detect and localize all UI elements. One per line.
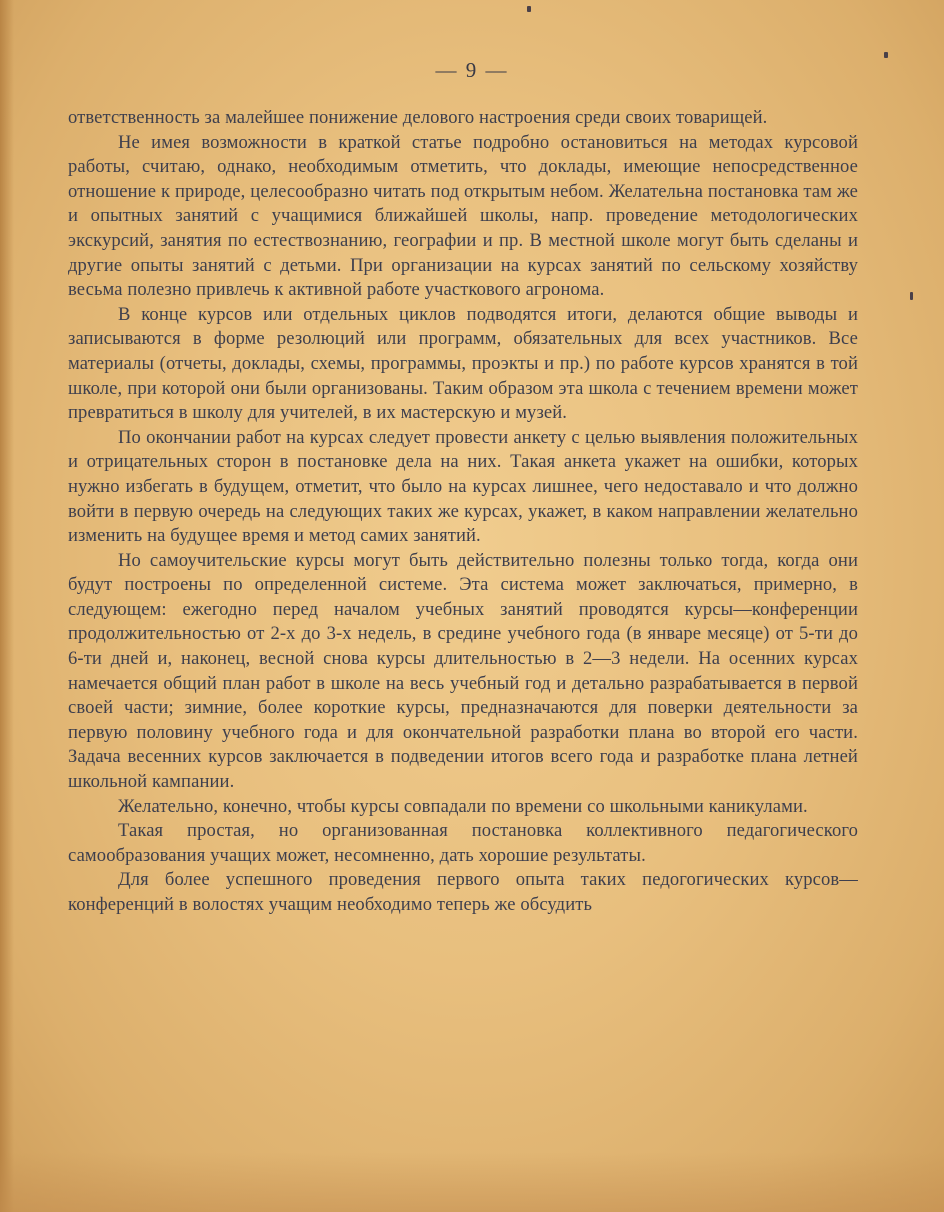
paragraph: Но самоучительские курсы могут быть действительно полезны только тогда, когда они будут построены по определенной системе. Эта система может заключаться, примерно, в следующем: ежегодно перед началом учебных занятий проводятся курсы—конференции продолжительностью от 2-х до 3-х недель, в средине учебного года (в январе месяце) от 5-ти до 6-ти дней и, наконец, весной снова курсы длительностью в 2—3 недели. На осенних курсах намечается общий план работ в школе на весь учебный год и детально разрабатывается в первой своей части; зимние, более короткие курсы, предназначаются для поверки деятельности за первую половину учебного года и для окончательной разработки плана во второй его части. Задача весенних курсов заключается в подведении итогов всего года и разработке плана летней школьной кампании.	[68, 549, 858, 793]
paragraph: В конце курсов или отдельных циклов подводятся итоги, делаются общие выводы и записываются в форме резолюций или программ, обязательных для всех участников. Все материалы (отчеты, доклады, схемы, программы, проэкты и пр.) по работе курсов хранятся в той школе, при которой они были организованы. Таким образом эта школа с течением времени может превратиться в школу для учителей, в их мастерскую и музей.	[68, 303, 858, 424]
paragraph: ответственность за малейшее понижение делового настроения среди своих товарищей.	[68, 107, 768, 128]
paragraph: По окончании работ на курсах следует провести анкету с целью выявления положительных и отрицательных сторон в постановке дела на них. Такая анкета укажет на ошибки, которых нужно избегать в будущем, отметит, что было на курсах лишнее, чего недоставало и что должно войти в первую очередь на следующих таких же курсах, укажет, в каком направлении желательно изменить на будущее время и метод самих занятий.	[68, 426, 858, 547]
body-text	[68, 106, 858, 918]
page-edge-shadow	[0, 0, 14, 1212]
paragraph: Желательно, конечно, чтобы курсы совпадали по времени со школьными каникулами.	[118, 795, 808, 817]
ink-speck	[910, 292, 913, 300]
page-bottom-stain	[0, 1152, 944, 1212]
ink-speck	[527, 6, 531, 12]
paragraph: Для более успешного проведения первого опыта таких педогогических курсов—конференций в волостях учащим необходимо теперь же обсудить	[68, 869, 858, 915]
page-number: — 9 —	[435, 58, 509, 82]
paragraph: Не имея возможности в краткой статье подробно остановиться на методах курсовой работы, считаю, однако, необходимым отметить, что доклады, имеющие непосредственное отношение к природе, целесообразно читать под открытым небом. Желательна постановка там же и опытных занятий с учащимися ближайшей школы, напр. проведение методологических экскурсий, занятия по естествознанию, географии и пр. В местной школе могут быть сделаны и другие опыты занятий с детьми. При организации на курсах занятий по сельскому хозяйству весьма полезно привлечь к активной работе участкового агронома.	[68, 131, 858, 301]
paragraph: Такая простая, но организованная постановка коллективного педагогического самообразования учащих может, несомненно, дать хорошие результаты.	[68, 820, 858, 866]
